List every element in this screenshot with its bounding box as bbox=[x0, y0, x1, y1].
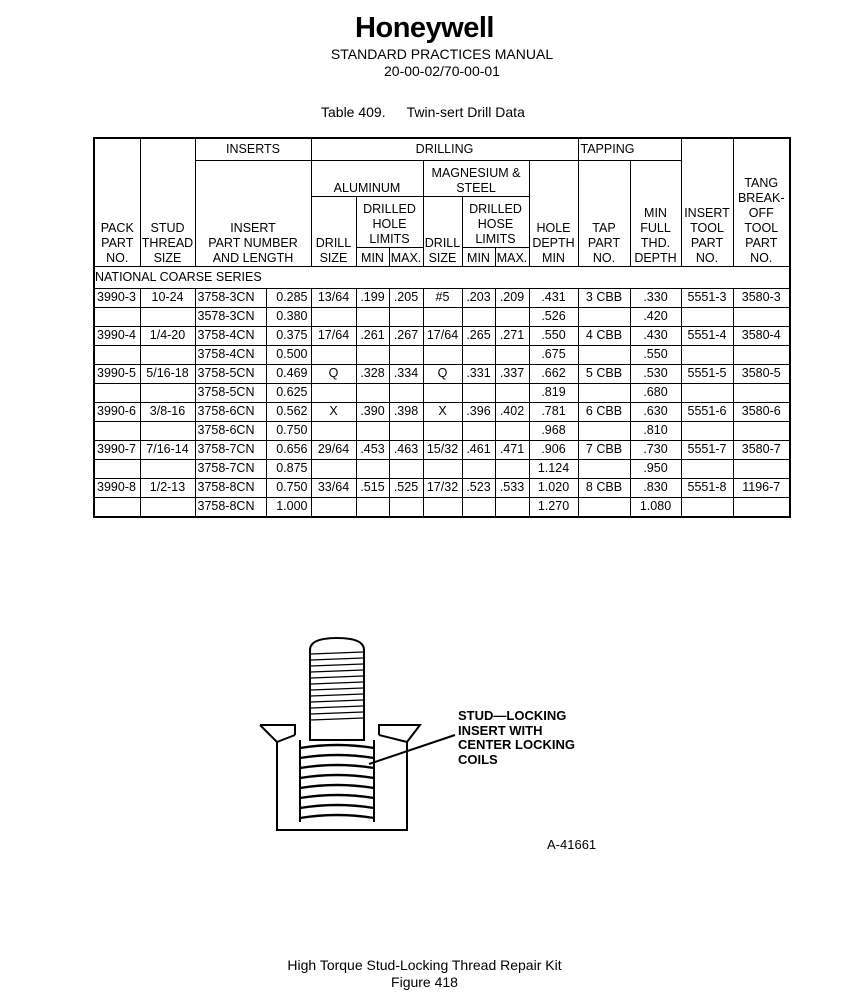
cell-pack bbox=[94, 307, 140, 326]
cell-len: 0.562 bbox=[266, 402, 311, 421]
cell-depth: 1.020 bbox=[529, 478, 578, 497]
cell-tang bbox=[733, 345, 790, 364]
tapping-header: TAPPING bbox=[578, 138, 681, 160]
cell-tap: 3 CBB bbox=[578, 288, 630, 307]
cell-mg-min bbox=[462, 307, 495, 326]
document-number: 20-00-02/70-00-01 bbox=[384, 63, 500, 79]
cell-mg-max bbox=[495, 345, 529, 364]
cell-tang: 3580-3 bbox=[733, 288, 790, 307]
honeywell-logo: Honeywell bbox=[355, 12, 494, 44]
cell-itool: 5551-7 bbox=[681, 440, 733, 459]
cell-mg-drill: 15/32 bbox=[423, 440, 462, 459]
cell-al-max: .205 bbox=[389, 288, 423, 307]
cell-ins: 3758-4CN bbox=[195, 326, 266, 345]
cell-al-min: .453 bbox=[356, 440, 389, 459]
cell-mg-drill bbox=[423, 421, 462, 440]
cell-ins: 3758-4CN bbox=[195, 345, 266, 364]
cell-al-max: .525 bbox=[389, 478, 423, 497]
al-min-header: MIN bbox=[356, 247, 389, 266]
drilling-header: DRILLING bbox=[311, 138, 578, 160]
drill-data-table bbox=[93, 137, 791, 518]
cell-mg-max bbox=[495, 459, 529, 478]
cell-al-drill: X bbox=[311, 402, 356, 421]
art-number: A-41661 bbox=[547, 837, 597, 852]
cell-depth: 1.270 bbox=[529, 497, 578, 517]
cell-ins: 3758-6CN bbox=[195, 421, 266, 440]
cell-al-max bbox=[389, 497, 423, 517]
table-row bbox=[94, 383, 790, 402]
mg-max-header: MAX. bbox=[495, 247, 529, 266]
cell-tap bbox=[578, 421, 630, 440]
cell-pack: 3990-7 bbox=[94, 440, 140, 459]
cell-mg-max: .209 bbox=[495, 288, 529, 307]
cell-ins: 3758-5CN bbox=[195, 383, 266, 402]
cell-mg-drill: #5 bbox=[423, 288, 462, 307]
table-caption bbox=[321, 104, 525, 120]
cell-thread: 1/2-13 bbox=[140, 478, 195, 497]
cell-thread: 3/8-16 bbox=[140, 402, 195, 421]
cell-al-min bbox=[356, 459, 389, 478]
cell-full: .680 bbox=[630, 383, 681, 402]
cell-thread bbox=[140, 383, 195, 402]
mg-drilled-hose-limits-header: DRILLED HOSE LIMITS bbox=[462, 196, 529, 247]
cell-al-drill: 13/64 bbox=[311, 288, 356, 307]
cell-mg-drill bbox=[423, 307, 462, 326]
callout-leader bbox=[369, 735, 455, 764]
al-drill-size-header: DRILL SIZE bbox=[311, 196, 356, 266]
cell-depth: .662 bbox=[529, 364, 578, 383]
cell-full: .830 bbox=[630, 478, 681, 497]
table-row bbox=[94, 326, 790, 345]
stud-insert-illustration bbox=[255, 630, 485, 840]
cell-depth: .550 bbox=[529, 326, 578, 345]
cell-full: 1.080 bbox=[630, 497, 681, 517]
cell-mg-drill: 17/64 bbox=[423, 326, 462, 345]
cell-al-drill: 17/64 bbox=[311, 326, 356, 345]
aluminum-header: ALUMINUM bbox=[311, 160, 423, 196]
cell-pack: 3990-3 bbox=[94, 288, 140, 307]
cell-thread bbox=[140, 459, 195, 478]
cell-depth: .431 bbox=[529, 288, 578, 307]
cell-tap bbox=[578, 383, 630, 402]
cell-mg-max bbox=[495, 497, 529, 517]
cell-pack bbox=[94, 459, 140, 478]
table-row bbox=[94, 421, 790, 440]
table-row bbox=[94, 440, 790, 459]
cell-al-min bbox=[356, 345, 389, 364]
col-pack-header: PACK PART NO. bbox=[94, 138, 140, 266]
cell-al-min: .328 bbox=[356, 364, 389, 383]
cell-mg-min bbox=[462, 345, 495, 364]
cell-mg-drill: Q bbox=[423, 364, 462, 383]
cell-itool bbox=[681, 345, 733, 364]
table-row bbox=[94, 497, 790, 517]
cell-mg-max: .402 bbox=[495, 402, 529, 421]
cell-tang: 3580-5 bbox=[733, 364, 790, 383]
cell-al-max: .398 bbox=[389, 402, 423, 421]
col-hole-depth-header: HOLE DEPTH MIN bbox=[529, 160, 578, 266]
cell-len: 0.375 bbox=[266, 326, 311, 345]
cell-full: .810 bbox=[630, 421, 681, 440]
cell-itool: 5551-5 bbox=[681, 364, 733, 383]
cell-full: .630 bbox=[630, 402, 681, 421]
cell-ins: 3758-7CN bbox=[195, 440, 266, 459]
cell-al-min: .390 bbox=[356, 402, 389, 421]
cell-pack bbox=[94, 345, 140, 364]
cell-mg-min: .523 bbox=[462, 478, 495, 497]
cell-len: 0.469 bbox=[266, 364, 311, 383]
cell-tang: 3580-4 bbox=[733, 326, 790, 345]
cell-itool bbox=[681, 307, 733, 326]
cell-thread: 10-24 bbox=[140, 288, 195, 307]
cell-mg-max bbox=[495, 307, 529, 326]
cell-mg-max: .271 bbox=[495, 326, 529, 345]
cell-tap: 6 CBB bbox=[578, 402, 630, 421]
cell-full: .530 bbox=[630, 364, 681, 383]
figure-title: High Torque Stud-Locking Thread Repair Kit bbox=[287, 957, 562, 973]
inserts-header: INSERTS bbox=[195, 138, 311, 160]
cell-full: .950 bbox=[630, 459, 681, 478]
cell-pack: 3990-4 bbox=[94, 326, 140, 345]
cell-al-max bbox=[389, 345, 423, 364]
cell-tap bbox=[578, 345, 630, 364]
cell-mg-min: .396 bbox=[462, 402, 495, 421]
cell-al-max: .463 bbox=[389, 440, 423, 459]
cell-thread: 1/4-20 bbox=[140, 326, 195, 345]
table-row bbox=[94, 307, 790, 326]
cell-depth: .968 bbox=[529, 421, 578, 440]
cell-depth: .526 bbox=[529, 307, 578, 326]
cell-al-drill bbox=[311, 421, 356, 440]
magnesium-steel-header: MAGNESIUM & STEEL bbox=[423, 160, 529, 196]
cell-ins: 3758-3CN bbox=[195, 288, 266, 307]
cell-mg-drill bbox=[423, 459, 462, 478]
cell-tang: 3580-7 bbox=[733, 440, 790, 459]
cell-mg-max bbox=[495, 421, 529, 440]
cell-tang bbox=[733, 383, 790, 402]
cell-al-min bbox=[356, 421, 389, 440]
cell-itool: 5551-8 bbox=[681, 478, 733, 497]
cell-al-max bbox=[389, 383, 423, 402]
cell-tang: 3580-6 bbox=[733, 402, 790, 421]
cell-mg-max: .533 bbox=[495, 478, 529, 497]
col-tang-tool-header: TANG BREAK- OFF TOOL PART NO. bbox=[733, 138, 790, 266]
cell-pack bbox=[94, 497, 140, 517]
cell-full: .330 bbox=[630, 288, 681, 307]
cell-mg-min: .461 bbox=[462, 440, 495, 459]
table-row bbox=[94, 478, 790, 497]
cell-al-min bbox=[356, 307, 389, 326]
cell-al-min: .199 bbox=[356, 288, 389, 307]
cell-al-max bbox=[389, 459, 423, 478]
cell-mg-drill: X bbox=[423, 402, 462, 421]
cell-tang bbox=[733, 421, 790, 440]
cell-tap: 4 CBB bbox=[578, 326, 630, 345]
cell-ins: 3578-3CN bbox=[195, 307, 266, 326]
series-label: NATIONAL COARSE SERIES bbox=[94, 266, 790, 288]
cell-mg-min: .265 bbox=[462, 326, 495, 345]
cell-mg-drill bbox=[423, 383, 462, 402]
cell-itool: 5551-6 bbox=[681, 402, 733, 421]
cell-len: 0.750 bbox=[266, 421, 311, 440]
cell-mg-max: .471 bbox=[495, 440, 529, 459]
cell-depth: .906 bbox=[529, 440, 578, 459]
col-stud-header: STUD THREAD SIZE bbox=[140, 138, 195, 266]
table-row bbox=[94, 459, 790, 478]
cell-len: 0.380 bbox=[266, 307, 311, 326]
insert-callout: STUD—LOCKING INSERT WITH CENTER LOCKING COILS bbox=[458, 708, 575, 767]
cell-ins: 3758-6CN bbox=[195, 402, 266, 421]
cell-itool bbox=[681, 459, 733, 478]
cell-itool: 5551-3 bbox=[681, 288, 733, 307]
table-row bbox=[94, 364, 790, 383]
col-insert-tool-header: INSERT TOOL PART NO. bbox=[681, 138, 733, 266]
cell-tap bbox=[578, 497, 630, 517]
cell-itool bbox=[681, 497, 733, 517]
cell-al-max bbox=[389, 421, 423, 440]
cell-len: 0.875 bbox=[266, 459, 311, 478]
cell-al-drill bbox=[311, 307, 356, 326]
cell-pack: 3990-5 bbox=[94, 364, 140, 383]
cell-thread: 5/16-18 bbox=[140, 364, 195, 383]
cell-al-drill: Q bbox=[311, 364, 356, 383]
cell-mg-drill: 17/32 bbox=[423, 478, 462, 497]
cell-al-max: .267 bbox=[389, 326, 423, 345]
cell-thread bbox=[140, 345, 195, 364]
cell-al-drill bbox=[311, 459, 356, 478]
mg-min-header: MIN bbox=[462, 247, 495, 266]
al-drilled-hole-limits-header: DRILLED HOLE LIMITS bbox=[356, 196, 423, 247]
cell-mg-min bbox=[462, 421, 495, 440]
cell-tang: 1196-7 bbox=[733, 478, 790, 497]
cell-mg-min: .331 bbox=[462, 364, 495, 383]
cell-al-drill bbox=[311, 497, 356, 517]
cell-thread bbox=[140, 497, 195, 517]
cell-tap: 8 CBB bbox=[578, 478, 630, 497]
cell-tap: 7 CBB bbox=[578, 440, 630, 459]
table-row bbox=[94, 402, 790, 421]
cell-len: 0.656 bbox=[266, 440, 311, 459]
cell-full: .430 bbox=[630, 326, 681, 345]
col-tap-header: TAP PART NO. bbox=[578, 160, 630, 266]
cell-full: .730 bbox=[630, 440, 681, 459]
figure-number: Figure 418 bbox=[391, 974, 458, 990]
cell-ins: 3758-8CN bbox=[195, 497, 266, 517]
cell-len: 1.000 bbox=[266, 497, 311, 517]
cell-al-drill bbox=[311, 345, 356, 364]
cell-mg-min: .203 bbox=[462, 288, 495, 307]
table-row bbox=[94, 345, 790, 364]
cell-len: 0.625 bbox=[266, 383, 311, 402]
cell-al-drill: 33/64 bbox=[311, 478, 356, 497]
cell-al-min: .261 bbox=[356, 326, 389, 345]
cell-depth: 1.124 bbox=[529, 459, 578, 478]
cell-depth: .781 bbox=[529, 402, 578, 421]
cell-full: .550 bbox=[630, 345, 681, 364]
cell-depth: .819 bbox=[529, 383, 578, 402]
cell-pack: 3990-8 bbox=[94, 478, 140, 497]
cell-thread bbox=[140, 307, 195, 326]
cell-full: .420 bbox=[630, 307, 681, 326]
cell-ins: 3758-7CN bbox=[195, 459, 266, 478]
cell-al-drill bbox=[311, 383, 356, 402]
col-insert-part-header: INSERT PART NUMBER AND LENGTH bbox=[195, 160, 311, 266]
cell-mg-min bbox=[462, 383, 495, 402]
cell-al-drill: 29/64 bbox=[311, 440, 356, 459]
cell-len: 0.285 bbox=[266, 288, 311, 307]
cell-pack bbox=[94, 421, 140, 440]
cell-len: 0.500 bbox=[266, 345, 311, 364]
cell-thread bbox=[140, 421, 195, 440]
table-row bbox=[94, 288, 790, 307]
cell-itool bbox=[681, 421, 733, 440]
cell-itool bbox=[681, 383, 733, 402]
manual-title: STANDARD PRACTICES MANUAL bbox=[330, 46, 554, 62]
cell-thread: 7/16-14 bbox=[140, 440, 195, 459]
al-max-header: MAX. bbox=[389, 247, 423, 266]
table-number: Table 409. bbox=[321, 104, 386, 120]
cell-ins: 3758-5CN bbox=[195, 364, 266, 383]
cell-al-max: .334 bbox=[389, 364, 423, 383]
cell-depth: .675 bbox=[529, 345, 578, 364]
cell-pack bbox=[94, 383, 140, 402]
cell-mg-min bbox=[462, 459, 495, 478]
cell-al-max bbox=[389, 307, 423, 326]
cell-al-min bbox=[356, 497, 389, 517]
cell-mg-max: .337 bbox=[495, 364, 529, 383]
cell-ins: 3758-8CN bbox=[195, 478, 266, 497]
cell-mg-drill bbox=[423, 345, 462, 364]
table-title: Twin-sert Drill Data bbox=[406, 104, 525, 120]
cell-tap: 5 CBB bbox=[578, 364, 630, 383]
cell-tap bbox=[578, 459, 630, 478]
cell-itool: 5551-4 bbox=[681, 326, 733, 345]
mg-drill-size-header: DRILL SIZE bbox=[423, 196, 462, 266]
cell-al-min bbox=[356, 383, 389, 402]
cell-mg-min bbox=[462, 497, 495, 517]
cell-tang bbox=[733, 497, 790, 517]
col-full-thread-header: MIN FULL THD. DEPTH bbox=[630, 160, 681, 266]
cell-tang bbox=[733, 459, 790, 478]
cell-pack: 3990-6 bbox=[94, 402, 140, 421]
cell-tang bbox=[733, 307, 790, 326]
cell-mg-drill bbox=[423, 497, 462, 517]
cell-mg-max bbox=[495, 383, 529, 402]
cell-len: 0.750 bbox=[266, 478, 311, 497]
cell-al-min: .515 bbox=[356, 478, 389, 497]
cell-tap bbox=[578, 307, 630, 326]
